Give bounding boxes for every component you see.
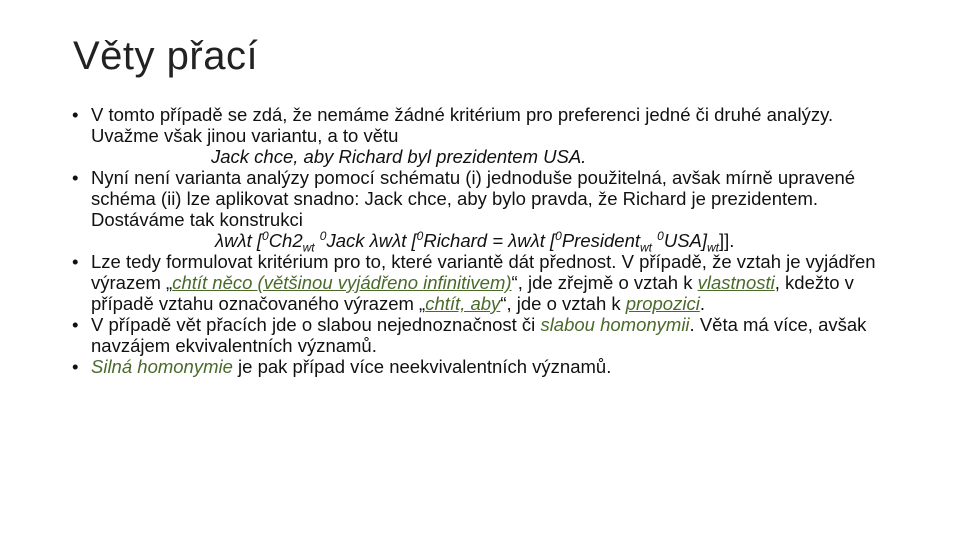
example-sentence: Jack chce, aby Richard byl prezidentem USA.	[211, 146, 587, 167]
bullet-marker: •	[72, 314, 79, 335]
formula-sup: 0	[262, 228, 269, 243]
bullet-3-text: Lze tedy formulovat kritérium pro to, které variantě dát přednost. V případě, že vztah je vyjádřen výrazem „	[91, 251, 876, 293]
bullet-2-text: Nyní není varianta analýzy pomocí schématu (i) jednoduše použitelná, avšak mírně upravené schéma (ii) lze aplikovat snadno: Jack chce, aby bylo pravda, že Richard je prezidentem. Dostáváme tak konstrukci	[91, 167, 856, 230]
term-property: vlastnosti	[697, 272, 775, 293]
bullet-1-text: V tomto případě se zdá, že nemáme žádné kritérium pro preferenci jedné či druhé analýzy. Uvažme však jinou variantu, a to větu	[91, 104, 834, 146]
bullet-3-text: .	[699, 293, 705, 314]
bullet-marker: •	[72, 251, 79, 272]
formula-part: Ch2	[268, 230, 303, 251]
formula-sup: 0	[319, 228, 327, 243]
bullet-item-3	[72, 251, 902, 314]
bullet-3-text: “, jde zřejmě o vztah k	[511, 272, 698, 293]
formula-sup: 0	[555, 228, 562, 243]
formula-part: USA]	[663, 230, 708, 251]
formula-sub: wt	[707, 240, 720, 255]
bullet-3-text: “, jde o vztah k	[500, 293, 626, 314]
term-weak-homonymy: slabou homonymii	[540, 314, 690, 335]
term-proposition: propozici	[625, 293, 700, 314]
formula-sup: 0	[657, 228, 664, 243]
bullet-3-text: , kdežto v případě vztahu označovaného výrazem „	[91, 272, 854, 314]
formula-part: λwλt [	[215, 230, 262, 251]
term-strong-homonymy: Silná homonymie	[91, 356, 233, 377]
bullet-item-4	[72, 314, 902, 356]
bullet-marker: •	[72, 167, 79, 188]
term-want-that: chtít, aby	[425, 293, 501, 314]
bullet-4-text: . Věta má více, avšak navzájem ekvivalentních významů.	[91, 314, 867, 356]
formula-part: ]].	[719, 230, 735, 251]
bullet-4-text: V případě vět přacích jde o slabou nejednoznačnost či	[91, 314, 541, 335]
formula-sup: 0	[416, 228, 424, 243]
formula-sub: wt	[640, 240, 652, 255]
construction-formula	[91, 228, 902, 255]
bullet-item-2	[72, 167, 902, 255]
formula-part: President	[561, 230, 640, 251]
bullet-list	[72, 104, 902, 377]
bullet-item-5	[72, 356, 902, 377]
term-want-something: chtít něco (většinou vyjádřeno infinitivem)	[172, 272, 512, 293]
bullet-item-1	[72, 104, 902, 167]
formula-sub: wt	[302, 240, 315, 255]
formula-part: Richard = λwλt [	[423, 230, 556, 251]
bullet-marker: •	[72, 104, 79, 125]
bullet-5-text: je pak případ více neekvivalentních významů.	[232, 356, 612, 377]
slide-title: Věty přací	[73, 34, 259, 78]
formula-part: Jack λwλt [	[326, 230, 417, 251]
bullet-marker: •	[72, 356, 79, 377]
